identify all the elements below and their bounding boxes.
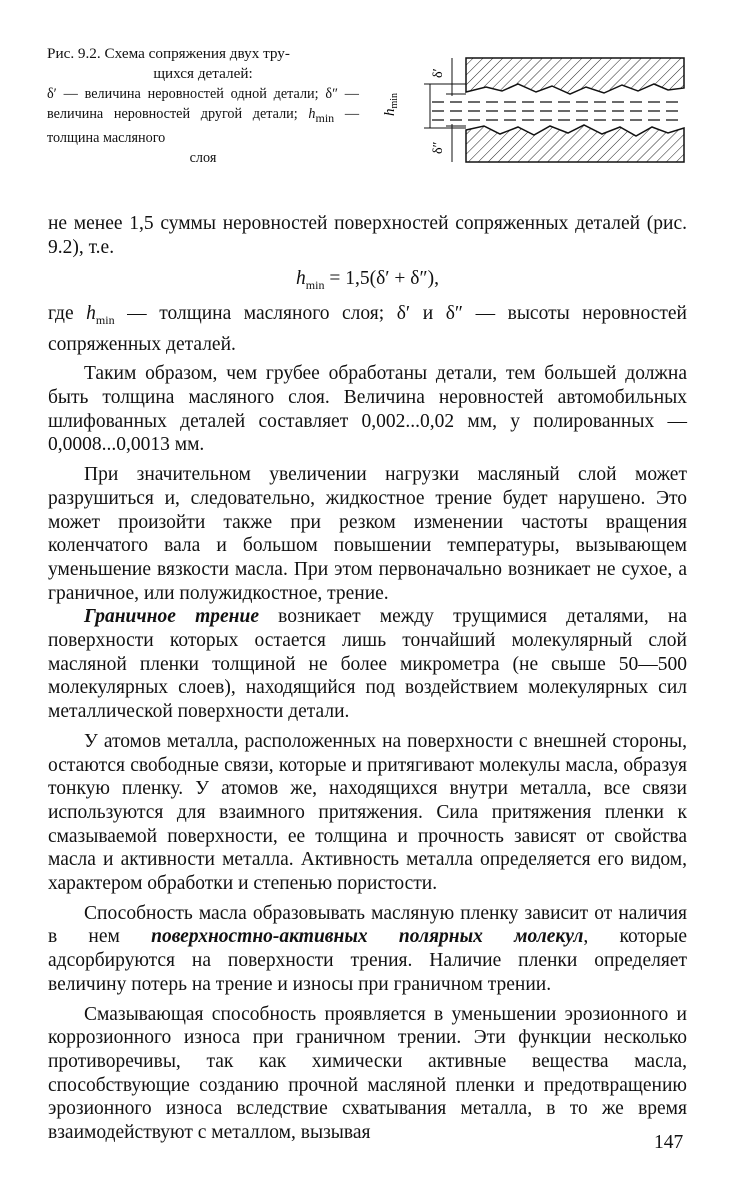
paragraph: где $h_{min}$ — толщина масляного слоя; δ′ и δ″ — высоты неровностей сопряженных деталей. — [48, 303, 687, 355]
figure-caption — [47, 44, 359, 168]
caption-legend-end: слоя — [189, 149, 217, 166]
paragraph: У атомов металла, расположенных на поверхности с внешней стороны, остаются свободные связи, которые и притягивают молекулы масла, образуя тонкую пленку. У атомов же, находящихся внутри металла, все связи используются для взаимного притяжения. Сила притяжения пленки к смазываемой поверхности, ее толщина и прочность зависят от свойства масла и активности металла. Активность металла определяется его видом, характером обработки и степенью пористости. — [48, 730, 687, 895]
caption-title-cont: щихся деталей: — [153, 65, 253, 82]
term-polar-molecules: поверхностно-активных полярных молекул — [151, 926, 584, 948]
lower-part-hatched — [466, 125, 684, 162]
caption-hmin-sub: min — [315, 110, 335, 125]
paragraph: не менее 1,5 суммы неровностей поверхностей сопряженных деталей (рис. 9.2), т.е. — [48, 213, 687, 258]
paragraph: Таким образом, чем грубее обработаны детали, тем большей должна быть толщина масляного слоя. Величина неровностей автомобильных шлифованных деталей составляет 0,002...0,02 мм, у полированных — 0,0008...0,0013 мм. — [48, 363, 687, 456]
caption-legend — [47, 84, 359, 148]
caption-legend-b: — толщина масляного — [47, 106, 360, 146]
term-boundary-friction: Граничное трение — [84, 606, 259, 628]
paragraph: При значительном увеличении нагрузки масляный слой может разрушиться и, следовательно, жидкостное трение будет нарушено. Это может произойти также при резком изменении частоты вращения коленчатого вала и большом повышении температуры, вызывающем уменьшение вязкости масла. При этом первоначально возникает не сухое, а граничное, или полужидкостное, трение. — [48, 464, 687, 604]
paragraph: Смазывающая способность проявляется в уменьшении эрозионного и коррозионного износа при граничном трении. Эти функции несколько противоречивы, так как химически активные вещества масла, способствующие созданию прочной масляной пленки и предотвращению эрозионного износа вследствие схватывания металла, в то же время взаимодействуют с металлом, вызывая — [48, 1003, 687, 1144]
formula: $h_{min} = 1,5(\delta' + \delta'')$, — [296, 268, 439, 293]
diagram-svg — [372, 50, 692, 170]
upper-part-hatched — [466, 58, 684, 94]
caption-legend-a: δ′ — величина неровностей одной детали; δ″ — величина неровностей другой детали; — [47, 86, 359, 122]
caption-hmin-h: h — [308, 106, 316, 122]
figure-mating-parts-diagram — [372, 50, 692, 170]
label-delta1: δ′ — [431, 68, 446, 78]
label-delta2: δ″ — [431, 141, 446, 154]
label-hmin: $h_{min}$ — [382, 92, 400, 116]
paragraph: Способность масла образовывать масляную пленку зависит от наличия в нем поверхностно-активных полярных молекул, которые адсорбируются на поверхности трения. Наличие пленки определяет величину потерь на трение и износы при граничном трении. — [48, 902, 688, 995]
paragraph: Граничное трение возникает между трущимися деталями, на поверхности которых остается лишь тончайший молекулярный слой масляной пленки толщиной не более микрометра (не свыше 50—500 молекулярных слоев), находящийся под воздействием молекулярных сил металлической поверхности детали. — [48, 606, 687, 723]
body-text — [48, 212, 687, 1145]
caption-title: Рис. 9.2. Схема сопряжения двух тру- — [47, 45, 290, 62]
page-number: 147 — [654, 1132, 684, 1153]
